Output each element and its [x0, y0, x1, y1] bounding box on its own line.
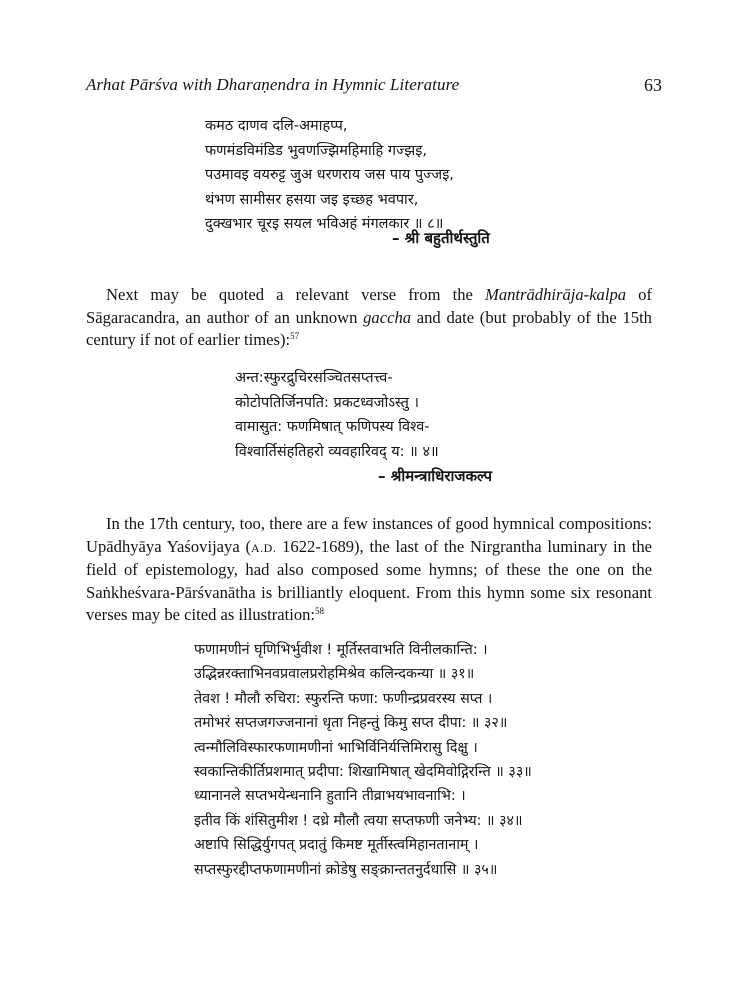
- paragraph-text: of Sāgaracandra, an author of an unknown: [86, 285, 652, 327]
- verse-line: सप्तस्फुरद्दीप्तफणामणीनां क्रोडेषु सङ्क्रान्ततनुर्दधासि ॥ ३५॥: [194, 861, 498, 878]
- verse-block-sankhesvara-hymn: [194, 638, 532, 882]
- verse-line: तमोभरं सप्तजगज्जनानां धृता निहन्तुं किमु सप्त दीपा: ॥ ३२॥: [194, 715, 508, 732]
- footnote-marker: 58: [315, 606, 325, 616]
- verse-line: त्वन्मौलिविस्फारफणामणीनां भाभिर्विनिर्यत्तिमिरासु दिक्षु ।: [194, 739, 478, 756]
- verse-line: विश्वार्तिसंहतिहरो व्यवहारिवद् य: ॥ ४॥: [235, 443, 439, 460]
- paragraph-text: and date (but probably of the 15th century if not of earlier times):: [86, 307, 652, 349]
- verse-line: फणमंडविमंडिड भुवणज्झिमहिमाहि गज्झइ,: [205, 142, 427, 159]
- paragraph-text: In the 17th century, too, there are a few instances of good hymnical compositions: Upādhyāya Yaśovijaya (: [86, 514, 652, 556]
- verse-line: वामासुत: फणमिषात् फणिपस्य विश्व-: [235, 419, 430, 435]
- verse-block-bahutirthastuti: [205, 114, 454, 237]
- verse-line: इतीव किं शंसितुमीश ! दध्रे मौलौ त्वया सप्तफणी जनेभ्य: ॥ ३४॥: [194, 812, 523, 829]
- paragraph-text: Next may be quoted a relevant verse from the: [106, 285, 486, 304]
- verse-line: स्वकान्तिकीर्तिप्रशमात् प्रदीपा: शिखामिषात् खेदमिवोद्गिरन्ति ॥ ३३॥: [194, 764, 532, 781]
- running-title: Arhat Pārśva with Dharaṇendra in Hymnic Literature: [86, 75, 460, 94]
- verse-line: दुक्खभार चूरइ सयल भविअहं मंगलकार ॥ ८॥: [205, 216, 444, 232]
- verse-line: फणामणीनं घृणिभिर्भुवीश ! मूर्तिस्तवाभति विनीलकान्ति: ।: [194, 642, 488, 658]
- footnote-marker: 57: [290, 331, 300, 341]
- verse-line: पउमावइ वयरुट्ट जुअ धरणराय जस पाय पुज्जइ,: [205, 167, 454, 183]
- verse-line: कमठ दाणव दलि-अमाहप्प,: [205, 118, 348, 134]
- page-number: 63: [644, 75, 662, 95]
- verse-line: ध्यानानले सप्तभयेन्धनानि हुतानि तीव्राभयभावनाभि: ।: [194, 788, 466, 805]
- paragraph-mantradhiraja: [86, 284, 652, 352]
- verse-line: उद्भिन्नरक्ताभिनवप्रवालप्ररोहमिश्रेव कलिन्दकन्या ॥ ३१॥: [194, 666, 475, 683]
- verse-attribution: – श्री बहुतीर्थस्तुति: [392, 229, 490, 247]
- verse-line: अष्टापि सिद्धिर्युगपत् प्रदातुं किमष्ट मूर्तीस्त्वमिहानतानाम् ।: [194, 837, 479, 854]
- verse-line: अन्त:स्फुरद्रुचिरसञ्चितसप्तत्त्व-: [235, 370, 393, 386]
- italic-term: gaccha: [363, 307, 412, 327]
- work-title: Mantrādhirāja-kalpa: [485, 285, 627, 304]
- paragraph-yasovijaya: [86, 513, 652, 627]
- verse-attribution: – श्रीमन्त्राधिराजकल्प: [378, 467, 492, 485]
- verse-block-mantradhirajakalpa: [235, 366, 439, 464]
- verse-line: तेवश ! मौलौ रुचिरा: स्फुरन्ति फणा: फणीन्द्रप्रवरस्य सप्त ।: [194, 690, 493, 707]
- verse-line: थंभण सामीसर हसया जइ इच्छह भवपार,: [205, 191, 419, 208]
- era-abbreviation: A.D.: [251, 540, 277, 555]
- verse-line: कोटोपतिर्जिनपति: प्रकटध्वजोऽस्तु ।: [235, 394, 420, 411]
- paragraph-text: 1622-1689), the last of the Nirgrantha luminary in the field of epistemology, had also composed some hymns; of these the one on the Saṅkheśvara-Pārśvanātha is brilliantly eloquent. From this hymn some six resonant verses may be cited as illustration:: [86, 536, 652, 624]
